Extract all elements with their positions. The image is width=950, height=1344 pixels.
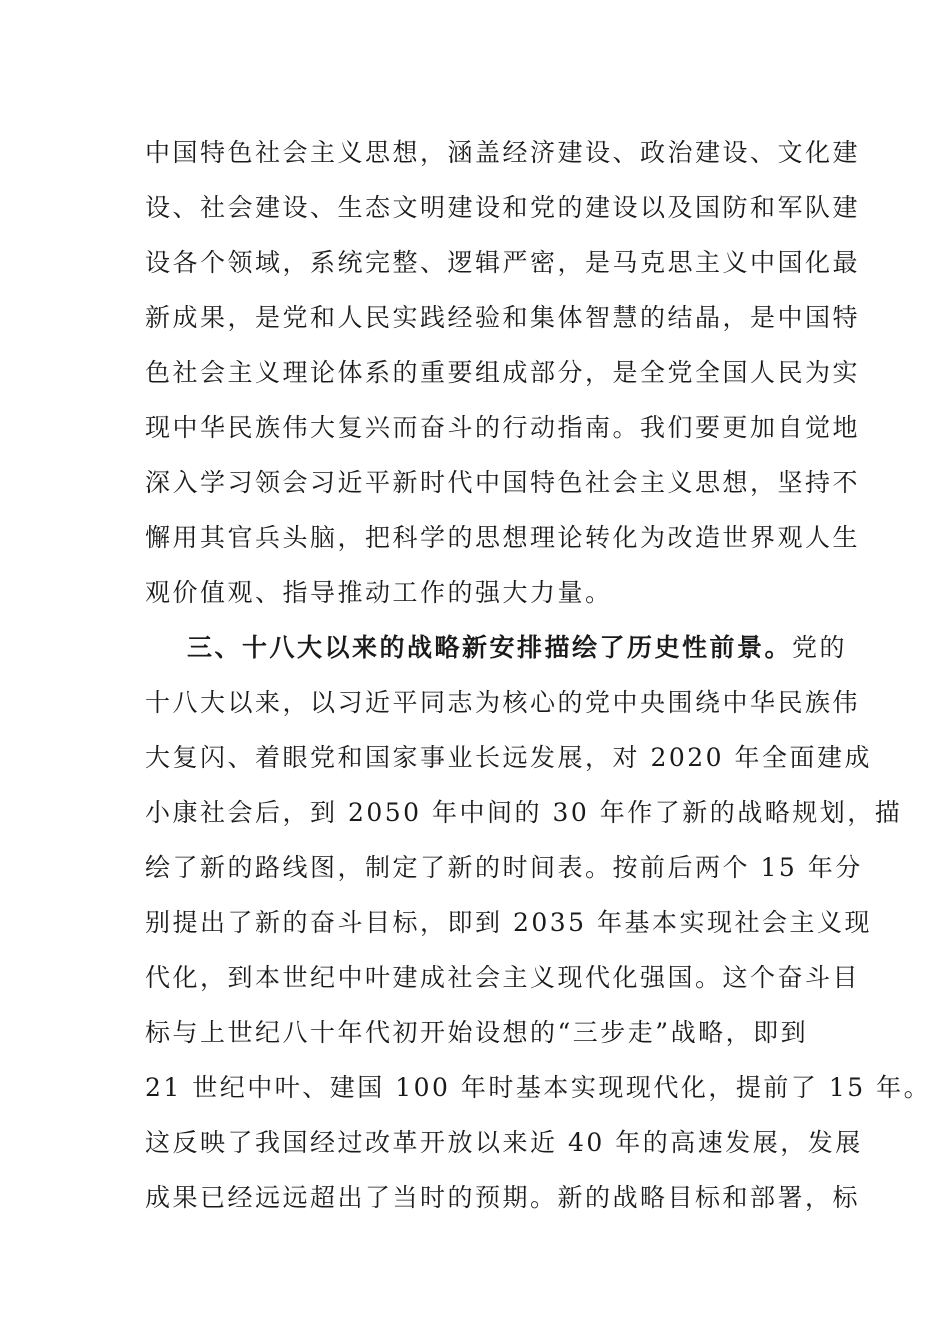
text-line: 设各个领域，系统完整、逻辑严密，是马克思主义中国化最 [145,248,861,277]
text-line: 标与上世纪八十年代初开始设想的“三步走”战略，即到 [145,1018,809,1047]
section-heading: 三、十八大以来的战略新安排描绘了历史性前景。 [187,633,793,662]
text-line: 观价值观、指导推动工作的强大力量。 [145,578,613,607]
text-line: 这反映了我国经过改革开放以来近 40 年的高速发展，发展 [145,1128,863,1157]
text-line: 深入学习领会习近平新时代中国特色社会主义思想，坚持不 [145,468,861,497]
text-line: 设、社会建设、生态文明建设和党的建设以及国防和军队建 [145,193,861,222]
text-line: 别提出了新的奋斗目标，即到 2035 年基本实现社会主义现 [145,908,873,937]
text-line: 色社会主义理论体系的重要组成部分，是全党全国人民为实 [145,358,861,387]
paragraph-2 [145,620,932,1225]
text-line: 绘了新的路线图，制定了新的时间表。按前后两个 15 年分 [145,853,863,882]
text-line: 中国特色社会主义思想，涵盖经济建设、政治建设、文化建 [145,138,861,167]
body-text [145,125,932,1225]
paragraph-1 [145,125,861,620]
text-line: 新成果，是党和人民实践经验和集体智慧的结晶，是中国特 [145,303,861,332]
text-line: 大复闪、着眼党和国家事业长远发展，对 2020 年全面建成 [145,743,873,772]
text-line: 21 世纪中叶、建国 100 年时基本实现现代化，提前了 15 年。 [145,1073,932,1102]
text-line: 小康社会后，到 2050 年中间的 30 年作了新的战略规划，描 [145,798,903,827]
text-line: 现中华民族伟大复兴而奋斗的行动指南。我们要更加自觉地 [145,413,861,442]
text-line: 十八大以来，以习近平同志为核心的党中央围绕中华民族伟 [145,688,861,717]
heading-line-rest: 党的 [792,633,848,662]
text-line [145,620,848,675]
text-line: 懈用其官兵头脑，把科学的思想理论转化为改造世界观人生 [145,523,861,552]
text-line: 代化，到本世纪中叶建成社会主义现代化强国。这个奋斗目 [145,963,861,992]
text-line: 成果已经远远超出了当时的预期。新的战略目标和部署，标 [145,1183,861,1212]
